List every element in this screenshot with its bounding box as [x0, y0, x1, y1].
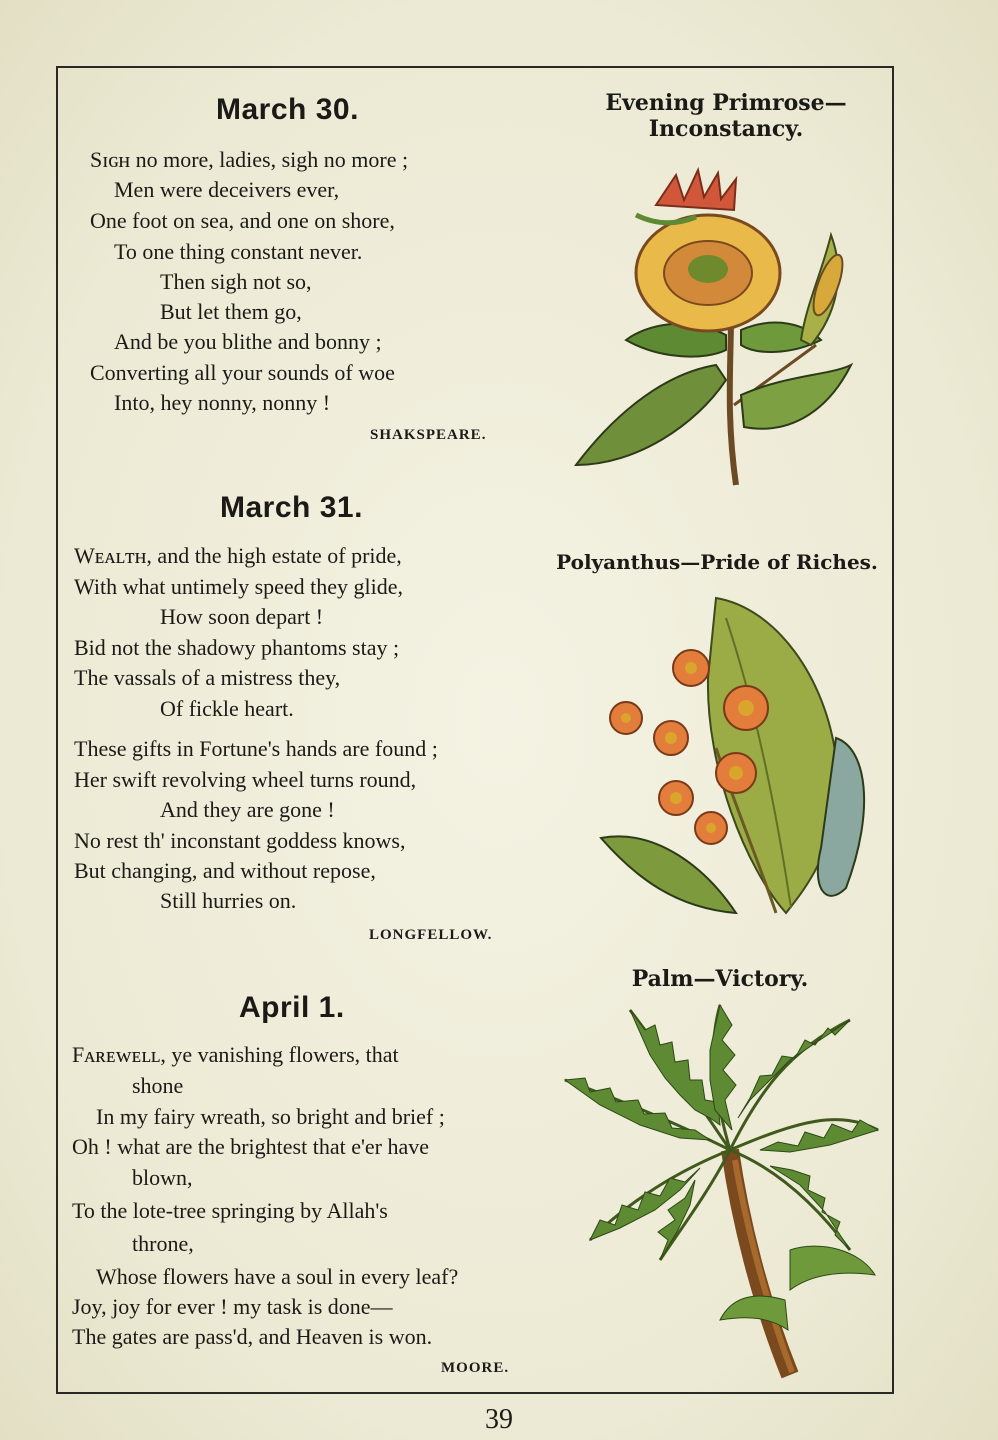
- author-moore: MOORE.: [441, 1360, 510, 1376]
- poem-line: How soon depart !: [160, 604, 324, 629]
- poem-line: Her swift revolving wheel turns round,: [74, 767, 417, 792]
- flower-caption-evening-primrose: [596, 90, 856, 142]
- entry-date-april-1: April 1.: [239, 991, 345, 1024]
- poem-line: Still hurries on.: [160, 888, 297, 913]
- poem-line: Then sigh not so,: [160, 269, 312, 294]
- poem-line: Into, hey nonny, nonny !: [114, 390, 331, 415]
- poem-line: Whose flowers have a soul in every leaf?: [96, 1264, 459, 1289]
- poem-line: These gifts in Fortune's hands are found ;: [74, 736, 438, 761]
- poem-line: One foot on sea, and one on shore,: [90, 208, 395, 233]
- page-number: 39: [485, 1404, 513, 1435]
- poem-line: Sɪɢʜ no more, ladies, sigh no more ;: [90, 147, 409, 172]
- poem-line: shone: [132, 1073, 184, 1098]
- poem-line: To one thing constant never.: [114, 239, 363, 264]
- poem-line: Joy, joy for ever ! my task is done—: [72, 1294, 393, 1319]
- author-longfellow: LONGFELLOW.: [369, 927, 493, 943]
- poem-line: And they are gone !: [160, 797, 335, 822]
- poem-line: The gates are pass'd, and Heaven is won.: [72, 1324, 433, 1349]
- poem-line: Men were deceivers ever,: [114, 177, 340, 202]
- poem-line: The vassals of a mistress they,: [74, 665, 341, 690]
- poem-line: Fᴀʀᴇᴡᴇʟʟ, ye vanishing flowers, that: [72, 1042, 399, 1067]
- poem-line: No rest th' inconstant goddess knows,: [74, 828, 406, 853]
- entry-date-march-30: March 30.: [216, 93, 359, 126]
- poem-line: In my fairy wreath, so bright and brief ;: [96, 1104, 445, 1129]
- entry-date-march-31: March 31.: [220, 491, 363, 524]
- caption-line: Evening Primrose—: [605, 90, 847, 116]
- poem-line: Converting all your sounds of woe: [90, 360, 395, 385]
- poem-line: But changing, and without repose,: [74, 858, 376, 883]
- caption-line: Inconstancy.: [648, 116, 804, 142]
- polyanthus-illustration: [596, 588, 886, 918]
- flower-caption-palm: Palm—Victory.: [631, 966, 809, 992]
- poem-line: Oh ! what are the brightest that e'er have: [72, 1134, 430, 1159]
- poem-line: throne,: [132, 1231, 194, 1256]
- poem-line: To the lote-tree springing by Allah's: [72, 1198, 388, 1223]
- poem-line: But let them go,: [160, 299, 302, 324]
- poem-line: And be you blithe and bonny ;: [114, 329, 382, 354]
- poem-line: Bid not the shadowy phantoms stay ;: [74, 635, 400, 660]
- poem-line: blown,: [132, 1165, 193, 1190]
- poem-line: With what untimely speed they glide,: [74, 574, 404, 599]
- poem-line: Wᴇᴀʟᴛʜ, and the high estate of pride,: [74, 543, 402, 568]
- author-shakspeare: SHAKSPEARE.: [370, 427, 487, 443]
- evening-primrose-illustration: [566, 165, 856, 495]
- flower-caption-polyanthus: Polyanthus—Pride of Riches.: [556, 550, 878, 574]
- palm-illustration: [560, 1000, 880, 1380]
- poem-line: Of fickle heart.: [160, 696, 294, 721]
